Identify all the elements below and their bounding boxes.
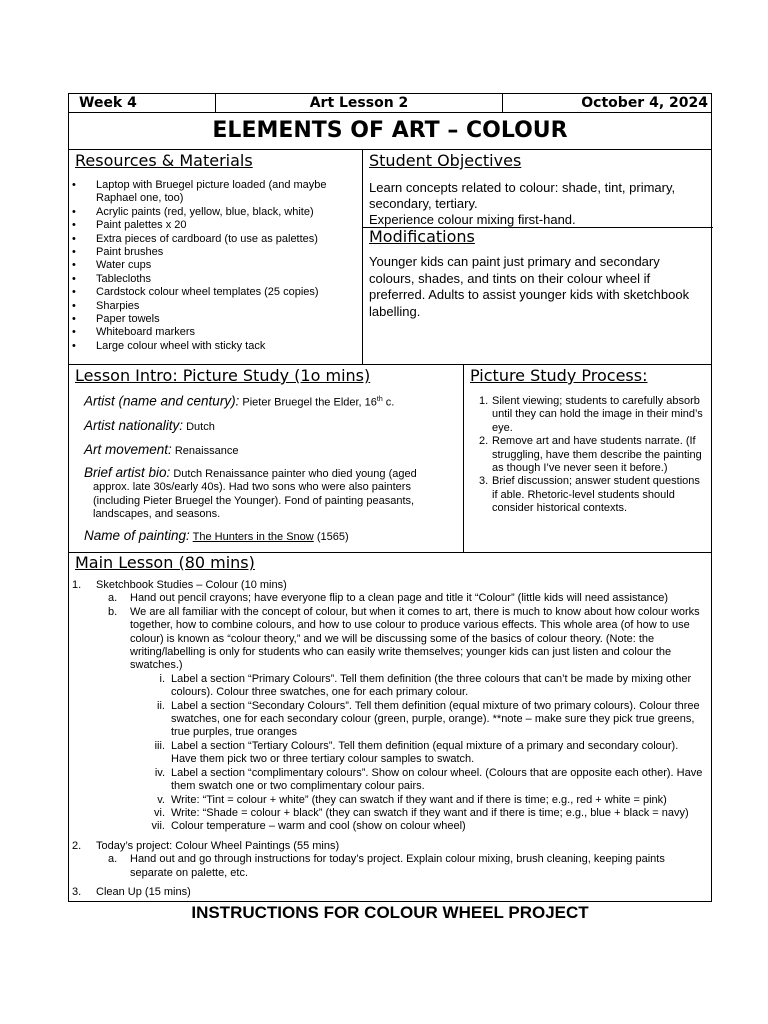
item-letter: a.	[108, 592, 118, 605]
list-item	[75, 606, 705, 673]
bullet-icon: •	[72, 219, 76, 232]
resource-item	[69, 179, 362, 206]
resource-item	[69, 259, 362, 272]
list-item	[75, 700, 705, 740]
instructions-heading: INSTRUCTIONS FOR COLOUR WHEEL PROJECT	[191, 903, 589, 922]
picture-study-process-cell	[464, 365, 713, 552]
list-item	[75, 767, 705, 794]
bio-line1: Dutch Renaissance painter who died young (aged	[173, 468, 417, 481]
item-text: We are all familiar with the concept of colour, but when it comes to art, there is much to know about how colour works together, how to combine colours, and how to use colour to produce various effects. This whole area (of how to use colour) is known as “colour theory,” and we will be discussing some of the basics of colour theory. (Note: the writing/labelling is only for students who can easily write themselves; younger kids can just listen and colour the swatches.)	[130, 605, 700, 672]
item-number: 2.	[72, 839, 82, 852]
list-item	[75, 794, 705, 807]
nationality-label: Artist nationality:	[84, 417, 184, 433]
bullet-icon: •	[72, 259, 76, 272]
modifications-section	[363, 227, 713, 320]
bio-rest: approx. late 30s/early 40s). Had two sons who were also painters (including Pieter Bruegel the Younger). Fond of painting peasants, landscapes, and seasons.	[93, 481, 415, 520]
item-roman: vi.	[154, 806, 165, 819]
modifications-text: Younger kids can paint just primary and secondary colours, shades, and tints on their colour wheel if preferred. Adults to assist younger kids with sketchbook labelling.	[369, 254, 690, 319]
bullet-icon: •	[72, 339, 76, 352]
artist-field	[75, 393, 457, 410]
bullet-icon: •	[72, 232, 76, 245]
resource-item	[69, 326, 362, 339]
artist-value: Pieter Bruegel the Elder, 16	[242, 396, 377, 409]
list-item	[75, 820, 705, 833]
step-number: 3.	[479, 475, 489, 488]
resource-item	[69, 246, 362, 259]
process-list	[470, 395, 707, 516]
resource-text: Whiteboard markers	[96, 326, 196, 339]
item-text: Sketchbook Studies – Colour (10 mins)	[96, 579, 287, 591]
process-step	[470, 435, 707, 475]
resources-cell	[69, 150, 363, 364]
item-text: Label a section “Secondary Colours”. Tell them definition (equal mixture of two primary colours). Colour three swatches, one for each secondary colour (green, purple, orange). **note – make sure they pick true greens, true purples, true oranges	[171, 699, 700, 739]
list-item	[75, 853, 705, 880]
week-cell: Week 4	[69, 94, 216, 112]
list-item	[75, 807, 705, 820]
list-item	[75, 740, 705, 767]
painting-year: (1565)	[316, 531, 349, 544]
movement-value: Renaissance	[174, 445, 239, 458]
bullet-icon: •	[72, 272, 76, 285]
resource-text: Paint palettes x 20	[96, 219, 187, 232]
item-text: Label a section “Tertiary Colours”. Tell them definition (equal mixture of a primary and secondary colour). Have them pick two or three tertiary colour samples to swatch.	[171, 739, 679, 766]
objectives-section	[363, 151, 713, 228]
resource-item	[69, 206, 362, 219]
main-lesson-section	[68, 553, 712, 902]
bullet-icon: •	[72, 313, 76, 326]
item-roman: v.	[157, 793, 165, 806]
list-item	[72, 885, 705, 899]
resources-heading: Resources & Materials	[75, 151, 253, 170]
resource-item	[69, 286, 362, 299]
item-letter: a.	[108, 853, 118, 866]
step-text: Brief discussion; answer student questions if able. Rhetoric-level students should consider historical contexts.	[492, 475, 700, 515]
resource-item	[69, 313, 362, 326]
item-roman: vii.	[151, 820, 165, 833]
resource-item	[69, 273, 362, 286]
bullet-icon: •	[72, 326, 76, 339]
resource-text: Acrylic paints (red, yellow, blue, black, white)	[96, 205, 314, 218]
bullet-icon: •	[72, 205, 76, 218]
bullet-icon: •	[72, 299, 76, 312]
step-number: 2.	[479, 435, 489, 448]
item-text: Hand out pencil crayons; have everyone flip to a clean page and title it “Colour” (little kids will need assistance)	[130, 592, 669, 605]
resource-text: Large colour wheel with sticky tack	[96, 339, 266, 352]
item-text: Write: “Tint = colour + white” (they can swatch if they want and if there is time; e.g., red + white = pink)	[171, 793, 667, 806]
item-text: Label a section “complimentary colours”. Show on colour wheel. (Colours that are opposite each other). Have them swatch one or two complimentary colour pairs.	[171, 766, 703, 793]
item-text: Colour temperature – warm and cool (show on colour wheel)	[171, 820, 466, 833]
list-item	[75, 592, 705, 605]
artist-tail: c.	[382, 396, 395, 409]
item-roman: ii.	[157, 699, 165, 712]
lesson-intro-heading: Lesson Intro: Picture Study (1o mins)	[75, 366, 371, 385]
resource-text: Sharpies	[96, 299, 140, 312]
bullet-icon: •	[72, 286, 76, 299]
resource-item	[69, 340, 362, 353]
century-suffix: th	[376, 396, 383, 403]
resource-text: Water cups	[96, 259, 152, 272]
item-roman: iii.	[154, 739, 165, 752]
date-cell: October 4, 2024	[581, 95, 708, 111]
movement-field	[75, 443, 457, 458]
resource-text: Paint brushes	[96, 246, 164, 259]
modifications-heading: Modifications	[369, 227, 475, 246]
item-text: Write: “Shade = colour + black” (they can swatch if they want and if there is time; e.g., blue + black = navy)	[171, 806, 689, 819]
bio-field	[75, 466, 457, 521]
list-item	[72, 579, 705, 592]
process-step	[470, 395, 707, 435]
objectives-modifications-cell	[363, 150, 713, 364]
resource-text: Tablecloths	[96, 272, 152, 285]
bio-label: Brief artist bio:	[84, 465, 171, 481]
list-item	[75, 673, 705, 700]
nationality-value: Dutch	[186, 420, 215, 433]
resource-text: Extra pieces of cardboard (to use as palettes)	[96, 232, 318, 245]
bullet-icon: •	[72, 246, 76, 259]
item-number: 1.	[72, 579, 82, 591]
item-text: Hand out and go through instructions for today’s project. Explain colour mixing, brush cleaning, keeping paints separate on palette, etc.	[130, 853, 665, 879]
item-letter: b.	[108, 605, 118, 618]
item-text: Label a section “Primary Colours”. Tell them definition (the three colours that can’t be made by mixing other colours). Colour three swatches, one for each primary colour.	[171, 672, 692, 699]
item-text: Clean Up (15 mins)	[96, 885, 191, 898]
step-text: Remove art and have students narrate. (If struggling, have them describe the painting as though I’ve never seen it before.)	[492, 435, 702, 475]
step-number: 1.	[479, 395, 489, 407]
resource-text: Cardstock colour wheel templates (25 copies)	[96, 286, 319, 299]
page-title: ELEMENTS OF ART – COLOUR	[68, 113, 712, 150]
resource-text: Laptop with Bruegel picture loaded (and maybe Raphael one, too)	[96, 179, 327, 205]
list-item	[72, 839, 705, 853]
artist-label: Artist (name and century):	[84, 393, 240, 409]
item-text: Today’s project: Colour Wheel Paintings (55 mins)	[96, 839, 340, 852]
resources-objectives-row	[68, 150, 712, 365]
resource-item	[69, 300, 362, 313]
header-row	[68, 93, 712, 113]
painting-field	[75, 529, 457, 544]
resource-item	[69, 219, 362, 232]
resource-item	[69, 233, 362, 246]
movement-label: Art movement:	[84, 442, 172, 458]
process-heading: Picture Study Process:	[470, 366, 648, 385]
objectives-heading: Student Objectives	[369, 151, 522, 170]
resource-text: Paper towels	[96, 313, 160, 326]
objective-line: Learn concepts related to colour: shade, tint, primary, secondary, tertiary.	[369, 180, 676, 211]
bullet-icon: •	[72, 179, 76, 191]
item-number: 3.	[72, 885, 82, 898]
picture-study-row	[68, 365, 712, 553]
objectives-text	[369, 180, 707, 228]
item-roman: iv.	[154, 766, 165, 779]
main-lesson-list	[72, 579, 705, 899]
resources-list	[69, 179, 362, 353]
painting-title: The Hunters in the Snow	[192, 531, 314, 544]
lesson-cell: Art Lesson 2	[216, 94, 503, 112]
lesson-intro-cell	[69, 365, 464, 552]
step-text: Silent viewing; students to carefully absorb until they can hold the image in their mind’s eye.	[492, 395, 703, 434]
lesson-plan-table	[68, 93, 712, 902]
item-roman: i.	[159, 672, 165, 685]
painting-label: Name of painting:	[84, 528, 190, 544]
nationality-field	[75, 419, 457, 434]
objective-line: Experience colour mixing first-hand.	[369, 212, 576, 227]
main-lesson-heading: Main Lesson (80 mins)	[75, 553, 255, 572]
process-step	[470, 475, 707, 515]
